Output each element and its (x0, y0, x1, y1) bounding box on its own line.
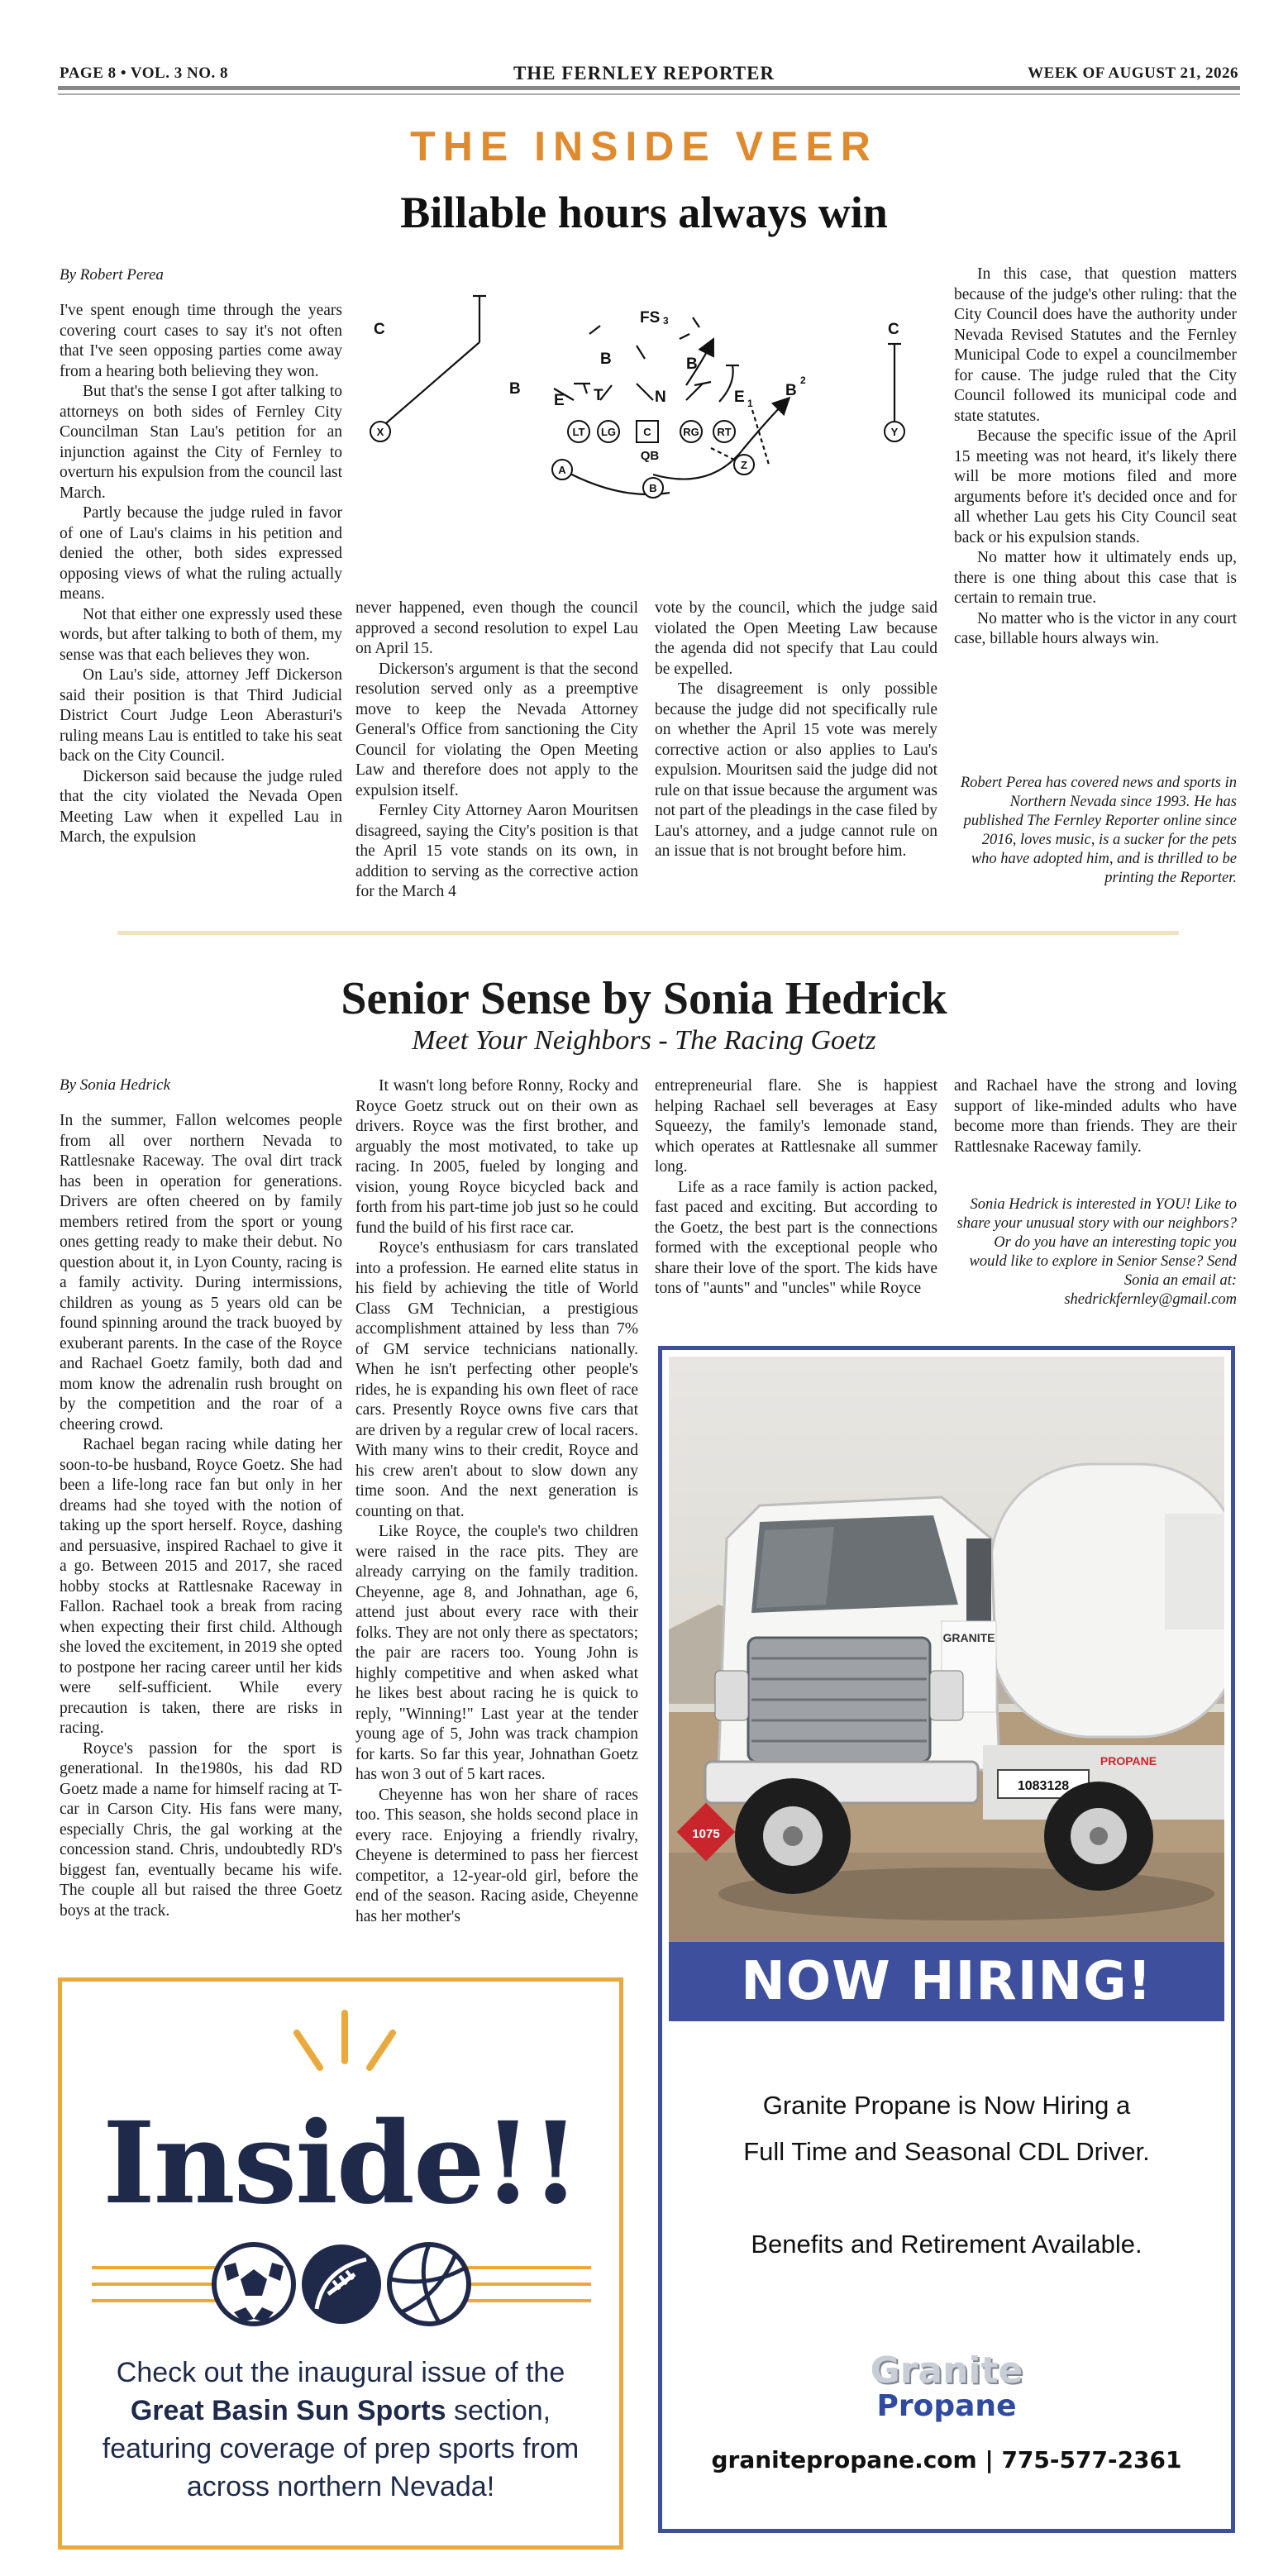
paragraph: never happened, even though the council approved a second resolution to expel Lau on April 15. (355, 599, 638, 657)
diagram-label: 2 (800, 374, 806, 386)
sports-balls-icon (92, 2230, 591, 2337)
paragraph: In this case, that question matters because of the judge's other ruling: that the City Council does have the authority under Nevada Revised Statutes and the Fernley Municipal Code to expel a councilmember for cause. The judge ruled that the City Council followed its municipal code and state statutes. (954, 265, 1237, 425)
section-divider (117, 931, 1179, 935)
ad-body-text: section, featuring coverage of prep sports from across northern Nevada! (102, 2395, 580, 2502)
paragraph: entrepreneurial flare. She is happiest helping Rachael sell beverages at Easy Squeezy, the family's lemonade stand, which operates at Rattlesnake all summer long. (655, 1077, 937, 1176)
ad-body (87, 2354, 594, 2506)
truck-number: 1083128 (1017, 1779, 1070, 1793)
diagram-label: N (655, 389, 666, 406)
paragraph: I've spent enough time through the years covering court cases to say it's not often that I've seen opposing parties come away from a hearing both believing they won. (60, 302, 342, 380)
paper-name: THE FERNLEY REPORTER (513, 63, 775, 83)
diagram-label: Y (890, 426, 899, 438)
diagram-label: T (594, 387, 603, 404)
paragraph: Dickerson's argument is that the second resolution served only as a preemptive move to keep the Nevada Attorney General's Office from sanctioning the City Council for violating the Open Meeting Law and therefore does not apply to the expulsion itself. (355, 660, 638, 799)
ad-body-text: Check out the inaugural issue of the (116, 2357, 565, 2388)
hazmat-placard: 1075 (692, 1827, 720, 1841)
paragraph: No matter who is the victor in any court case, billable hours always win. (954, 609, 1237, 647)
diagram-label: B (600, 351, 612, 368)
paragraph: Royce's enthusiasm for cars translated into a profession. He earned elite status in his field by achieving the title of World Class GM Technician, a prestigious accomplishment attained by less than 7% of GM service technicians nationally. When he isn't perfecting other people's rides, he is expanding his own fleet of race cars. Presently Royce owns five cars that are driven by a regular crew of local racers. With many wins to their credit, Royce and his crew aren't about to slow down any time soon. And the next generation is counting on that. (355, 1239, 638, 1520)
diagram-label: Z (741, 459, 747, 471)
hiring-line-3: Benefits and Retirement Available. (751, 2230, 1143, 2259)
logo-granite: Granite (870, 2349, 1023, 2392)
diagram-label: B (686, 355, 698, 373)
paragraph: Not that either one expressly used these words, but after talking to both of them, my sense was that each believes they won. (60, 605, 342, 664)
paragraph: Rachael began racing while dating her soon-to-be husband, Royce Goetz. She had been a life-long race fan but only in her dreams had she toyed with the notion of taking up the sport herself. Royce, dashing and persuasive, inspired Rachael to give it a go. Between 2015 and 2017, she raced hobby stocks at Rattlesnake Raceway in Fallon. Rachael took a break from racing when expecting their first child. Although she loved the excitement, in 2019 she opted to postpone her racing career until her kids were self-sufficient. While every precaution is taken, there are risks in racing. (60, 1436, 342, 1737)
inside-ad[interactable] (58, 1977, 623, 2550)
diagram-label: B (509, 380, 521, 398)
hiring-ad[interactable] (658, 1346, 1235, 2533)
diagram-label: RG (683, 426, 699, 438)
paragraph: vote by the council, which the judge said violated the Open Meeting Law because the agenda did not specify that Lau could be expelled. (655, 599, 937, 678)
logo-propane: Propane (876, 2389, 1017, 2423)
paragraph: In the summer, Fallon welcomes people from all over northern Nevada to Rattlesnake Raceway. The oval dirt track has been in operation for generations. Drivers are often cheered on by family members retired from the sport or young ones getting ready to make their debut. No question about it, in Lyon County, racing is a family activity. During intermissions, children as young as 5 years old can be found spinning around the track buoyed by exuberant parents. In the case of the Royce and Rachael Goetz family, both dad and mom know the adrenalin rush brought on by the competition and the roar of a cheering crowd. (60, 1112, 342, 1433)
diagram-label: A (558, 464, 566, 476)
paragraph: Fernley City Attorney Aaron Mouritsen disagreed, saying the City's position is that the April 15 vote stands on its own, in addition to serving as the corrective action for the March 4 (355, 802, 638, 900)
diagram-label: B (785, 382, 797, 399)
author-bio: Robert Perea has covered news and sports in Northern Nevada since 1993. He has published The Fernley Reporter online since 2016, loves music, is a sucker for the pets who have adopted him, and is thrilled to be printing the Reporter. (960, 775, 1237, 886)
paragraph: Partly because the judge ruled in favor of one of Lau's claims in his petition and denied the other, both sides expressed opposing views of what the ruling actually means. (60, 504, 342, 603)
senior-column-4 (954, 1076, 1237, 1157)
article-column-1 (60, 301, 342, 848)
paragraph: But that's the sense I got after talking to attorneys on both sides of Fernley City Councilman Stan Lau's petition for an injunction against the City of Fernley to overturn his expulsion from the council last March. (60, 383, 342, 502)
page-volume: PAGE 8 • VOL. 3 NO. 8 (60, 64, 228, 82)
masthead-rule (58, 86, 1240, 90)
diagram-label: 3 (663, 315, 669, 327)
diagram-label: C (888, 321, 899, 338)
paragraph: No matter how it ultimately ends up, there is one thing about this case that is certain to remain true. (954, 549, 1237, 607)
author-note: Sonia Hedrick is interested in YOU! Like to share your unusual story with our neighbors? Or do you have an interesting topic you would like to explore in Senior Sense? Send Sonia an email at: shedrickfernley@gmail.com (956, 1196, 1237, 1308)
diagram-label: LG (600, 426, 617, 438)
diagram-label: 1 (747, 398, 753, 409)
truck-tank-label: PROPANE (1100, 1754, 1157, 1767)
paragraph: and Rachael have the strong and loving support of like-minded adults who have become more than friends. They are their Rattlesnake Raceway family. (954, 1077, 1237, 1156)
burst-rays-icon (279, 2006, 411, 2089)
diagram-label: C (374, 321, 385, 338)
diagram-label: E (734, 389, 745, 406)
senior-column-2 (355, 1076, 638, 1927)
diagram-label: RT (717, 426, 732, 438)
diagram-label: E (554, 392, 565, 409)
article-column-3 (655, 599, 937, 862)
masthead-rule-thin (58, 93, 1240, 95)
diagram-label: B (649, 482, 657, 494)
soccer-ball-icon (214, 2244, 293, 2324)
contact-info[interactable]: granitepropane.com | 775-577-2361 (711, 2446, 1182, 2473)
truck-door-label: GRANITE (942, 1631, 995, 1644)
diagram-label: FS (640, 309, 661, 327)
senior-column-1 (60, 1111, 342, 1921)
hiring-line-1: Granite Propane is Now Hiring a (762, 2091, 1131, 2120)
article-column-2 (355, 599, 638, 903)
paragraph: Cheyenne has won her share of races too. This season, she holds second place in every race. Enjoying a friendly rivalry, Cheyene is determined to pass her fiercest competitor, a 12-year-old girl, before the end of the season. Racing aside, Cheyenne has her mother's (355, 1786, 638, 1925)
article-headline: Billable hours always win (400, 188, 888, 237)
diagram-label: QB (640, 449, 660, 463)
senior-column-3 (655, 1076, 937, 1300)
section-subtitle: Meet Your Neighbors - The Racing Goetz (412, 1025, 876, 1056)
volleyball-icon (389, 2244, 469, 2324)
paragraph: Life as a race family is action packed, fast paced and exciting. But according to the Goetz, the best part is the connections formed with the exceptional people who share their love of the sport. The kids have tons of "aunts" and "uncles" while Royce (655, 1178, 937, 1297)
paragraph: Like Royce, the couple's two children were raised in the race pits. They are already carrying on the family tradition. Cheyenne, age 8, and Johnathan, age 6, attend just about every race with their folks. They are not only there as spectators; the pair are racers too. Young John is highly competitive and when asked what he likes best about racing he is quick to reply, "Winning!" Last year at the tender young age of 5, John was track champion for karts. So far this year, Johnathan Goetz has won 3 out of 5 kart races. (355, 1523, 638, 1783)
article-column-4 (954, 265, 1237, 650)
column-kicker: THE INSIDE VEER (410, 123, 878, 169)
diagram-labels (374, 309, 899, 409)
issue-week: WEEK OF AUGUST 21, 2026 (1028, 64, 1238, 82)
ad-headline: Inside!! (103, 2097, 579, 2230)
paragraph: The disagreement is only possible because the judge did not specifically rule on whether the April 15 vote was merely corrective action or also applies to Lau's expulsion. Mouritsen said the judge did not rule on that issue because the argument was not part of the pleadings in the case filed by Lau's attorney, and a judge cannot rule on an issue that is not brought before him. (655, 680, 937, 860)
hiring-line-2: Full Time and Seasonal CDL Driver. (743, 2137, 1150, 2166)
ad-body-bold: Great Basin Sun Sports (130, 2395, 446, 2426)
diagram-label: LT (572, 426, 585, 438)
propane-truck-photo (669, 1357, 1224, 1942)
granite-propane-logo (662, 2349, 1231, 2423)
diagram-label: C (643, 426, 651, 438)
byline: By Sonia Hedrick (60, 1076, 171, 1094)
diagram-label: X (376, 426, 384, 438)
paragraph: On Lau's side, attorney Jeff Dickerson said their position is that Third Judicial District Court Judge Leon Aberasturi's ruling means Lau is entitled to take his seat back on the City Council. (60, 666, 342, 765)
football-play-diagram (355, 286, 934, 509)
paragraph: Dickerson said because the judge ruled that the city violated the Nevada Open Meeting Law when it expelled Lau in March, the expulsion (60, 767, 342, 846)
section-title: Senior Sense by Sonia Hedrick (341, 973, 947, 1024)
byline: By Robert Perea (60, 266, 164, 284)
paragraph: Because the specific issue of the April 15 meeting was not heard, it's likely there will be more motions filed and more arguments before it's decided once and for all whether Lau gets his City Council seat back or his expulsion stands. (954, 427, 1237, 546)
paragraph: It wasn't long before Ronny, Rocky and Royce Goetz struck out on their own as drivers. Royce was the first brother, and arguably the most motivated, to take up racing. In 2005, fueled by longing and vision, young Royce bicycled back and forth from his part-time job just so he could fund the build of his first race car. (355, 1077, 638, 1237)
paragraph: Royce's passion for the sport is generational. In the1980s, his dad RD Goetz made a name for himself racing at T-car in Carson City. His fans were many, especially Chris, the gal working at the concession stand. Chris, undoubtedly RD's biggest fan, eventually became his wife. The couple all but raised the three Goetz boys at the track. (60, 1739, 342, 1920)
now-hiring-banner: NOW HIRING! (669, 1942, 1224, 2021)
football-icon (302, 2244, 381, 2324)
